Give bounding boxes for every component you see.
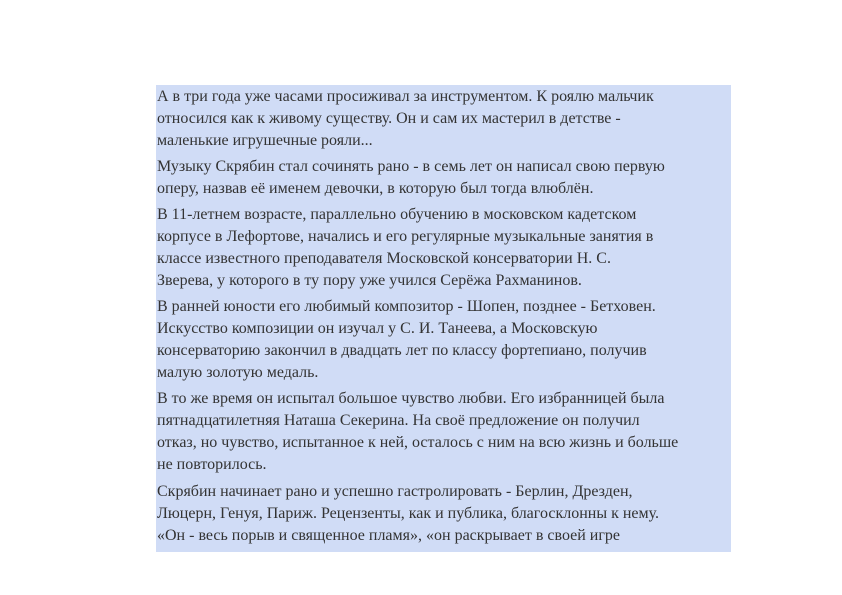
paragraph-6	[157, 481, 731, 547]
text-line: Зверева, у которого в ту пору уже учился Серёжа Рахманинов.	[157, 272, 582, 289]
paragraph-1	[157, 86, 731, 152]
text-box	[156, 85, 731, 552]
text-line: не повторилось.	[157, 456, 267, 473]
text-line: Музыку Скрябин стал сочинять рано - в семь лет он написал свою первую	[157, 158, 665, 175]
text-line: консерваторию закончил в двадцать лет по классу фортепиано, получив	[157, 342, 647, 359]
text-line: «Он - весь порыв и священное пламя», «он раскрывает в своей игре	[157, 527, 621, 544]
paragraph-3	[157, 204, 731, 292]
text-line: пятнадцатилетняя Наташа Секерина. На своё предложение он получил	[157, 412, 640, 429]
text-line: В то же время он испытал большое чувство любви. Его избранницей была	[157, 390, 665, 407]
paragraph-5	[157, 388, 731, 476]
text-line: относился как к живому существу. Он и сам их мастерил в детстве -	[157, 110, 621, 127]
text-line: маленькие игрушечные рояли...	[157, 132, 373, 149]
paragraph-2	[157, 156, 731, 200]
text-line: отказ, но чувство, испытанное к ней, осталось с ним на всю жизнь и больше	[157, 434, 679, 451]
text-line: В 11-летнем возрасте, параллельно обучению в московском кадетском	[157, 206, 637, 223]
text-line: А в три года уже часами просиживал за инструментом. К роялю мальчик	[157, 88, 654, 105]
text-line: Искусство композиции он изучал у С. И. Танеева, а Московскую	[157, 320, 598, 337]
text-line: Скрябин начинает рано и успешно гастролировать - Берлин, Дрезден,	[157, 483, 633, 500]
text-line: малую золотую медаль.	[157, 364, 319, 381]
text-line: классе известного преподавателя Московской консерватории Н. С.	[157, 250, 611, 267]
text-line: Люцерн, Генуя, Париж. Рецензенты, как и публика, благосклонны к нему.	[157, 505, 660, 522]
text-line: оперу, назвав её именем девочки, в которую был тогда влюблён.	[157, 180, 594, 197]
paragraph-4	[157, 296, 731, 384]
text-line: В ранней юности его любимый композитор - Шопен, позднее - Бетховен.	[157, 298, 656, 315]
text-line: корпусе в Лефортове, начались и его регулярные музыкальные занятия в	[157, 228, 654, 245]
